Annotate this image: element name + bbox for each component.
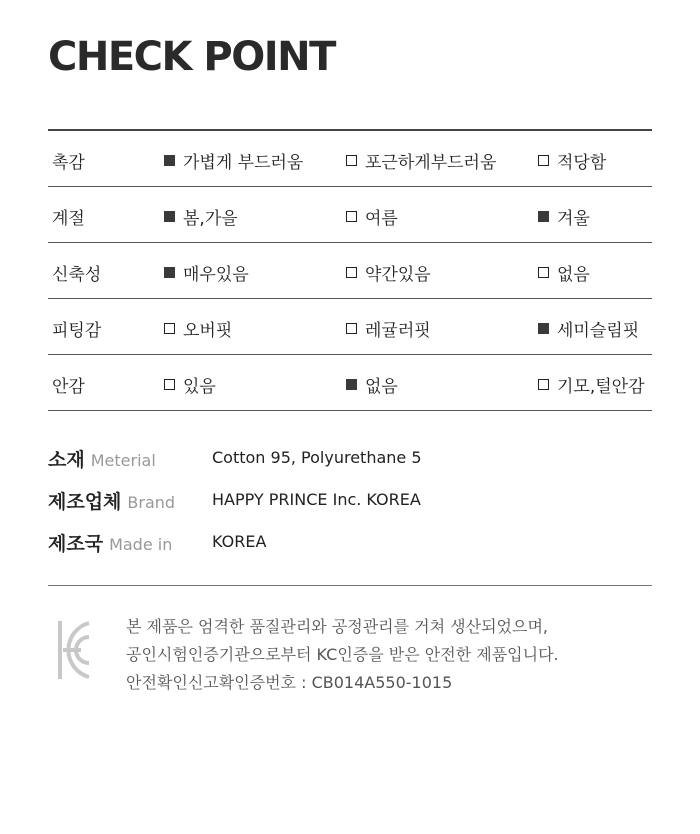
option-label: 겨울 [557, 209, 590, 229]
section-divider [48, 585, 652, 586]
material-value: Cotton 95, Polyurethane 5 [212, 448, 422, 467]
page-title: CHECK POINT [48, 34, 335, 80]
checkbox-option [538, 372, 645, 397]
checkpoint-row-stretch [48, 243, 652, 299]
row-label: 피팅감 [52, 321, 102, 341]
checkbox-square-icon [538, 379, 549, 390]
checkpoint-table [48, 129, 652, 411]
checkbox-option [538, 204, 590, 229]
checkbox-option [164, 260, 249, 285]
option-label: 봄,가을 [183, 209, 238, 229]
checkbox-square-icon [346, 267, 357, 278]
option-label: 매우있음 [183, 265, 249, 285]
option-label: 약간있음 [365, 265, 431, 285]
checkbox-square-icon [538, 211, 549, 222]
option-label: 있음 [183, 377, 216, 397]
option-label: 없음 [557, 265, 590, 285]
option-label: 기모,털안감 [557, 377, 645, 397]
option-label: 세미슬림핏 [557, 321, 640, 341]
checkpoint-row-fit [48, 299, 652, 355]
checkbox-square-icon [346, 211, 357, 222]
checkbox-square-icon [538, 155, 549, 166]
origin-info [48, 529, 652, 556]
checkbox-option [346, 204, 398, 229]
brand-label: 제조업체 [48, 491, 122, 513]
checkbox-square-icon [164, 267, 175, 278]
material-label: 소재 [48, 449, 85, 471]
checkbox-square-icon [346, 379, 357, 390]
origin-label-en: Made in [109, 535, 173, 554]
material-info [48, 445, 652, 472]
brand-label-en: Brand [127, 493, 176, 512]
brand-value: HAPPY PRINCE Inc. KOREA [212, 490, 421, 509]
checkpoint-row-touch [48, 131, 652, 187]
option-label: 포근하게부드러움 [365, 153, 497, 173]
material-label-en: Meterial [90, 451, 156, 470]
kc-text-line: 본 제품은 엄격한 품질관리와 공정관리를 거쳐 생산되었으며, [126, 617, 549, 636]
checkbox-square-icon [538, 267, 549, 278]
checkbox-option [538, 148, 606, 173]
row-label: 계절 [52, 209, 85, 229]
row-label: 촉감 [52, 153, 85, 173]
checkbox-square-icon [164, 211, 175, 222]
option-label: 가볍게 부드러움 [183, 153, 304, 173]
checkbox-option [346, 372, 398, 397]
row-label: 신축성 [52, 265, 102, 285]
kc-text-line: 공인시험인증기관으로부터 KC인증을 받은 안전한 제품입니다. [126, 645, 559, 664]
option-label: 여름 [365, 209, 398, 229]
checkbox-square-icon [346, 323, 357, 334]
checkpoint-row-lining [48, 355, 652, 411]
checkbox-square-icon [346, 155, 357, 166]
kc-certification-icon [55, 617, 101, 683]
checkbox-square-icon [164, 155, 175, 166]
option-label: 레귤러핏 [365, 321, 431, 341]
option-label: 적당함 [557, 153, 607, 173]
checkbox-option [346, 260, 431, 285]
checkbox-option [346, 148, 496, 173]
checkbox-option [346, 316, 431, 341]
checkbox-option [164, 372, 216, 397]
checkbox-square-icon [164, 379, 175, 390]
origin-value: KOREA [212, 532, 267, 551]
checkbox-option [538, 316, 639, 341]
option-label: 오버핏 [183, 321, 233, 341]
brand-info [48, 487, 652, 514]
option-label: 없음 [365, 377, 398, 397]
kc-certification-text [126, 613, 559, 697]
row-label: 안감 [52, 377, 85, 397]
checkbox-option [164, 204, 238, 229]
origin-label: 제조국 [48, 533, 104, 555]
checkbox-option [164, 316, 232, 341]
kc-text-line: 안전확인신고확인증번호 : CB014A550-1015 [126, 673, 453, 692]
checkbox-square-icon [538, 323, 549, 334]
checkbox-square-icon [164, 323, 175, 334]
checkbox-option [164, 148, 303, 173]
checkbox-option [538, 260, 590, 285]
checkpoint-row-season [48, 187, 652, 243]
